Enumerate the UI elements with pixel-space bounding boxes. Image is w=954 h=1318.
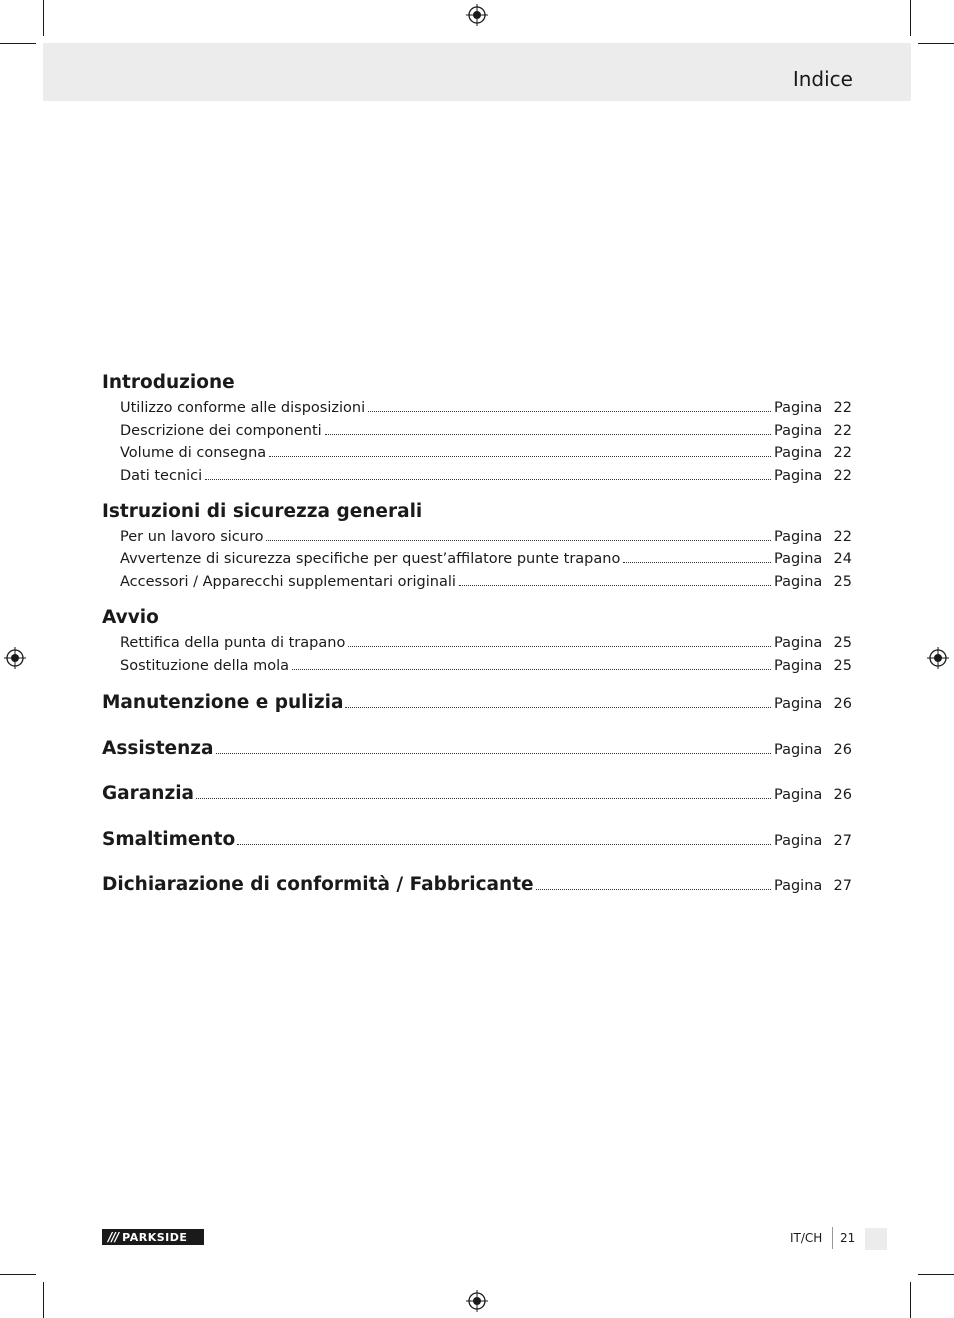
dot-leader — [536, 872, 771, 890]
page-number: 22 — [833, 528, 852, 545]
toc-entry[interactable] — [102, 570, 852, 593]
page-number: 22 — [833, 400, 852, 416]
dot-leader — [345, 690, 771, 708]
toc-section-title: Istruzioni di sicurezza generali — [102, 500, 423, 522]
toc-entry[interactable] — [102, 396, 852, 419]
page-word: Pagina — [774, 528, 823, 545]
page-word: Pagina — [774, 445, 823, 462]
toc-main-entry-label: Assistenza — [102, 737, 214, 759]
dot-leader — [368, 396, 771, 412]
toc-entry-page — [774, 397, 852, 420]
registration-mark-icon — [4, 647, 26, 669]
toc-entry-label: Accessori / Apparecchi supplementari originali — [120, 574, 456, 591]
language-code: IT/CH — [790, 1231, 823, 1245]
page-word: Pagina — [774, 551, 823, 568]
crop-mark-top-right-v — [910, 0, 911, 36]
dot-leader — [623, 547, 771, 563]
logo-text: PARKSIDE — [122, 1230, 188, 1244]
toc-entry-label: Rettifica della punta di trapano — [120, 634, 346, 651]
crop-mark-top-right-h — [918, 43, 954, 44]
page-word: Pagina — [774, 832, 823, 849]
page-word: Pagina — [774, 657, 823, 674]
toc-entry-label: Sostituzione della mola — [120, 657, 290, 674]
toc-entry-page — [774, 548, 852, 571]
toc-entry-page — [774, 465, 852, 488]
page-number: 24 — [833, 551, 852, 568]
toc-entry-page — [774, 689, 852, 719]
toc-entry-label: Descrizione dei componenti — [120, 422, 322, 439]
toc-entry[interactable] — [102, 419, 852, 442]
page-title: Indice — [792, 67, 853, 91]
dot-leader — [266, 525, 771, 541]
dot-leader — [348, 631, 771, 647]
page-word: Pagina — [774, 468, 823, 485]
toc-main-entry[interactable] — [102, 688, 852, 734]
dot-leader — [459, 570, 771, 586]
page-number: 27 — [833, 878, 852, 895]
toc-entry[interactable] — [102, 631, 852, 654]
page-number: 21 — [840, 1231, 856, 1245]
dot-leader — [196, 781, 771, 799]
toc-section — [102, 605, 852, 676]
toc-entry[interactable] — [102, 464, 852, 487]
toc-entry-label: Avvertenze di sicurezza specifiche per quest’affilatore punte trapano — [120, 551, 621, 568]
registration-mark-icon — [927, 647, 949, 669]
toc-entry-page — [774, 526, 852, 549]
page-number: 26 — [833, 787, 852, 804]
crop-mark-top-left-h — [0, 43, 36, 44]
dot-leader — [216, 736, 771, 754]
page-number: 26 — [833, 741, 852, 758]
toc-main-entry[interactable] — [102, 825, 852, 871]
page-word: Pagina — [774, 400, 823, 416]
page-number: 27 — [833, 832, 852, 849]
table-of-contents — [102, 370, 852, 916]
page-word: Pagina — [774, 787, 823, 804]
toc-entry-label: Utilizzo conforme alle disposizioni — [120, 400, 366, 416]
toc-entry-page — [774, 420, 852, 443]
page-number: 25 — [833, 657, 852, 674]
footer-divider — [832, 1227, 833, 1249]
page-word: Pagina — [774, 878, 823, 895]
toc-entry-label: Volume di consegna — [120, 445, 267, 462]
toc-main-entry[interactable] — [102, 734, 852, 780]
toc-section — [102, 499, 852, 593]
page-word: Pagina — [774, 574, 823, 591]
page-number: 25 — [833, 634, 852, 651]
toc-entry-page — [774, 871, 852, 901]
toc-main-entry-label: Dichiarazione di conformità / Fabbricante — [102, 874, 534, 896]
toc-entry-page — [774, 571, 852, 594]
dot-leader — [205, 464, 771, 480]
toc-entry[interactable] — [102, 441, 852, 464]
toc-section-title: Avvio — [102, 606, 159, 628]
registration-mark-icon — [466, 1290, 488, 1312]
toc-entry-page — [774, 735, 852, 765]
toc-main-entry-label: Manutenzione e pulizia — [102, 692, 344, 714]
crop-mark-bottom-left-v — [43, 1282, 44, 1318]
page-number: 22 — [833, 422, 852, 439]
footer-tab-box — [865, 1228, 887, 1250]
toc-section — [102, 370, 852, 487]
page-number: 22 — [833, 445, 852, 462]
crop-mark-top-left-v — [43, 0, 44, 36]
toc-main-entry-label: Garanzia — [102, 783, 195, 805]
dot-leader — [325, 419, 771, 435]
page-word: Pagina — [774, 634, 823, 651]
page-word: Pagina — [774, 422, 823, 439]
header-band — [43, 43, 911, 101]
crop-mark-bottom-right-h — [918, 1274, 954, 1275]
toc-entry-page — [774, 442, 852, 465]
toc-main-entry[interactable] — [102, 870, 852, 916]
page-number: 25 — [833, 574, 852, 591]
toc-entry-label: Dati tecnici — [120, 468, 203, 485]
toc-entry-label: Per un lavoro sicuro — [120, 528, 264, 545]
page-word: Pagina — [774, 696, 823, 713]
toc-entry-page — [774, 632, 852, 655]
logo-slashes: /// — [108, 1230, 119, 1244]
dot-leader — [269, 441, 771, 457]
page-word: Pagina — [774, 741, 823, 758]
registration-mark-icon — [466, 4, 488, 26]
toc-entry-page — [774, 780, 852, 810]
dot-leader — [237, 827, 771, 845]
toc-section-title: Introduzione — [102, 372, 235, 393]
dot-leader — [292, 654, 771, 670]
parkside-logo-icon — [102, 1229, 204, 1245]
crop-mark-bottom-right-v — [910, 1282, 911, 1318]
page-number: 26 — [833, 696, 852, 713]
page-number: 22 — [833, 468, 852, 485]
crop-mark-bottom-left-h — [0, 1274, 36, 1275]
toc-entry[interactable] — [102, 525, 852, 548]
toc-entry-page — [774, 826, 852, 856]
toc-entry[interactable] — [102, 547, 852, 570]
toc-entry[interactable] — [102, 654, 852, 677]
toc-entry-page — [774, 655, 852, 678]
toc-main-entry-label: Smaltimento — [102, 828, 236, 850]
toc-main-entry[interactable] — [102, 779, 852, 825]
